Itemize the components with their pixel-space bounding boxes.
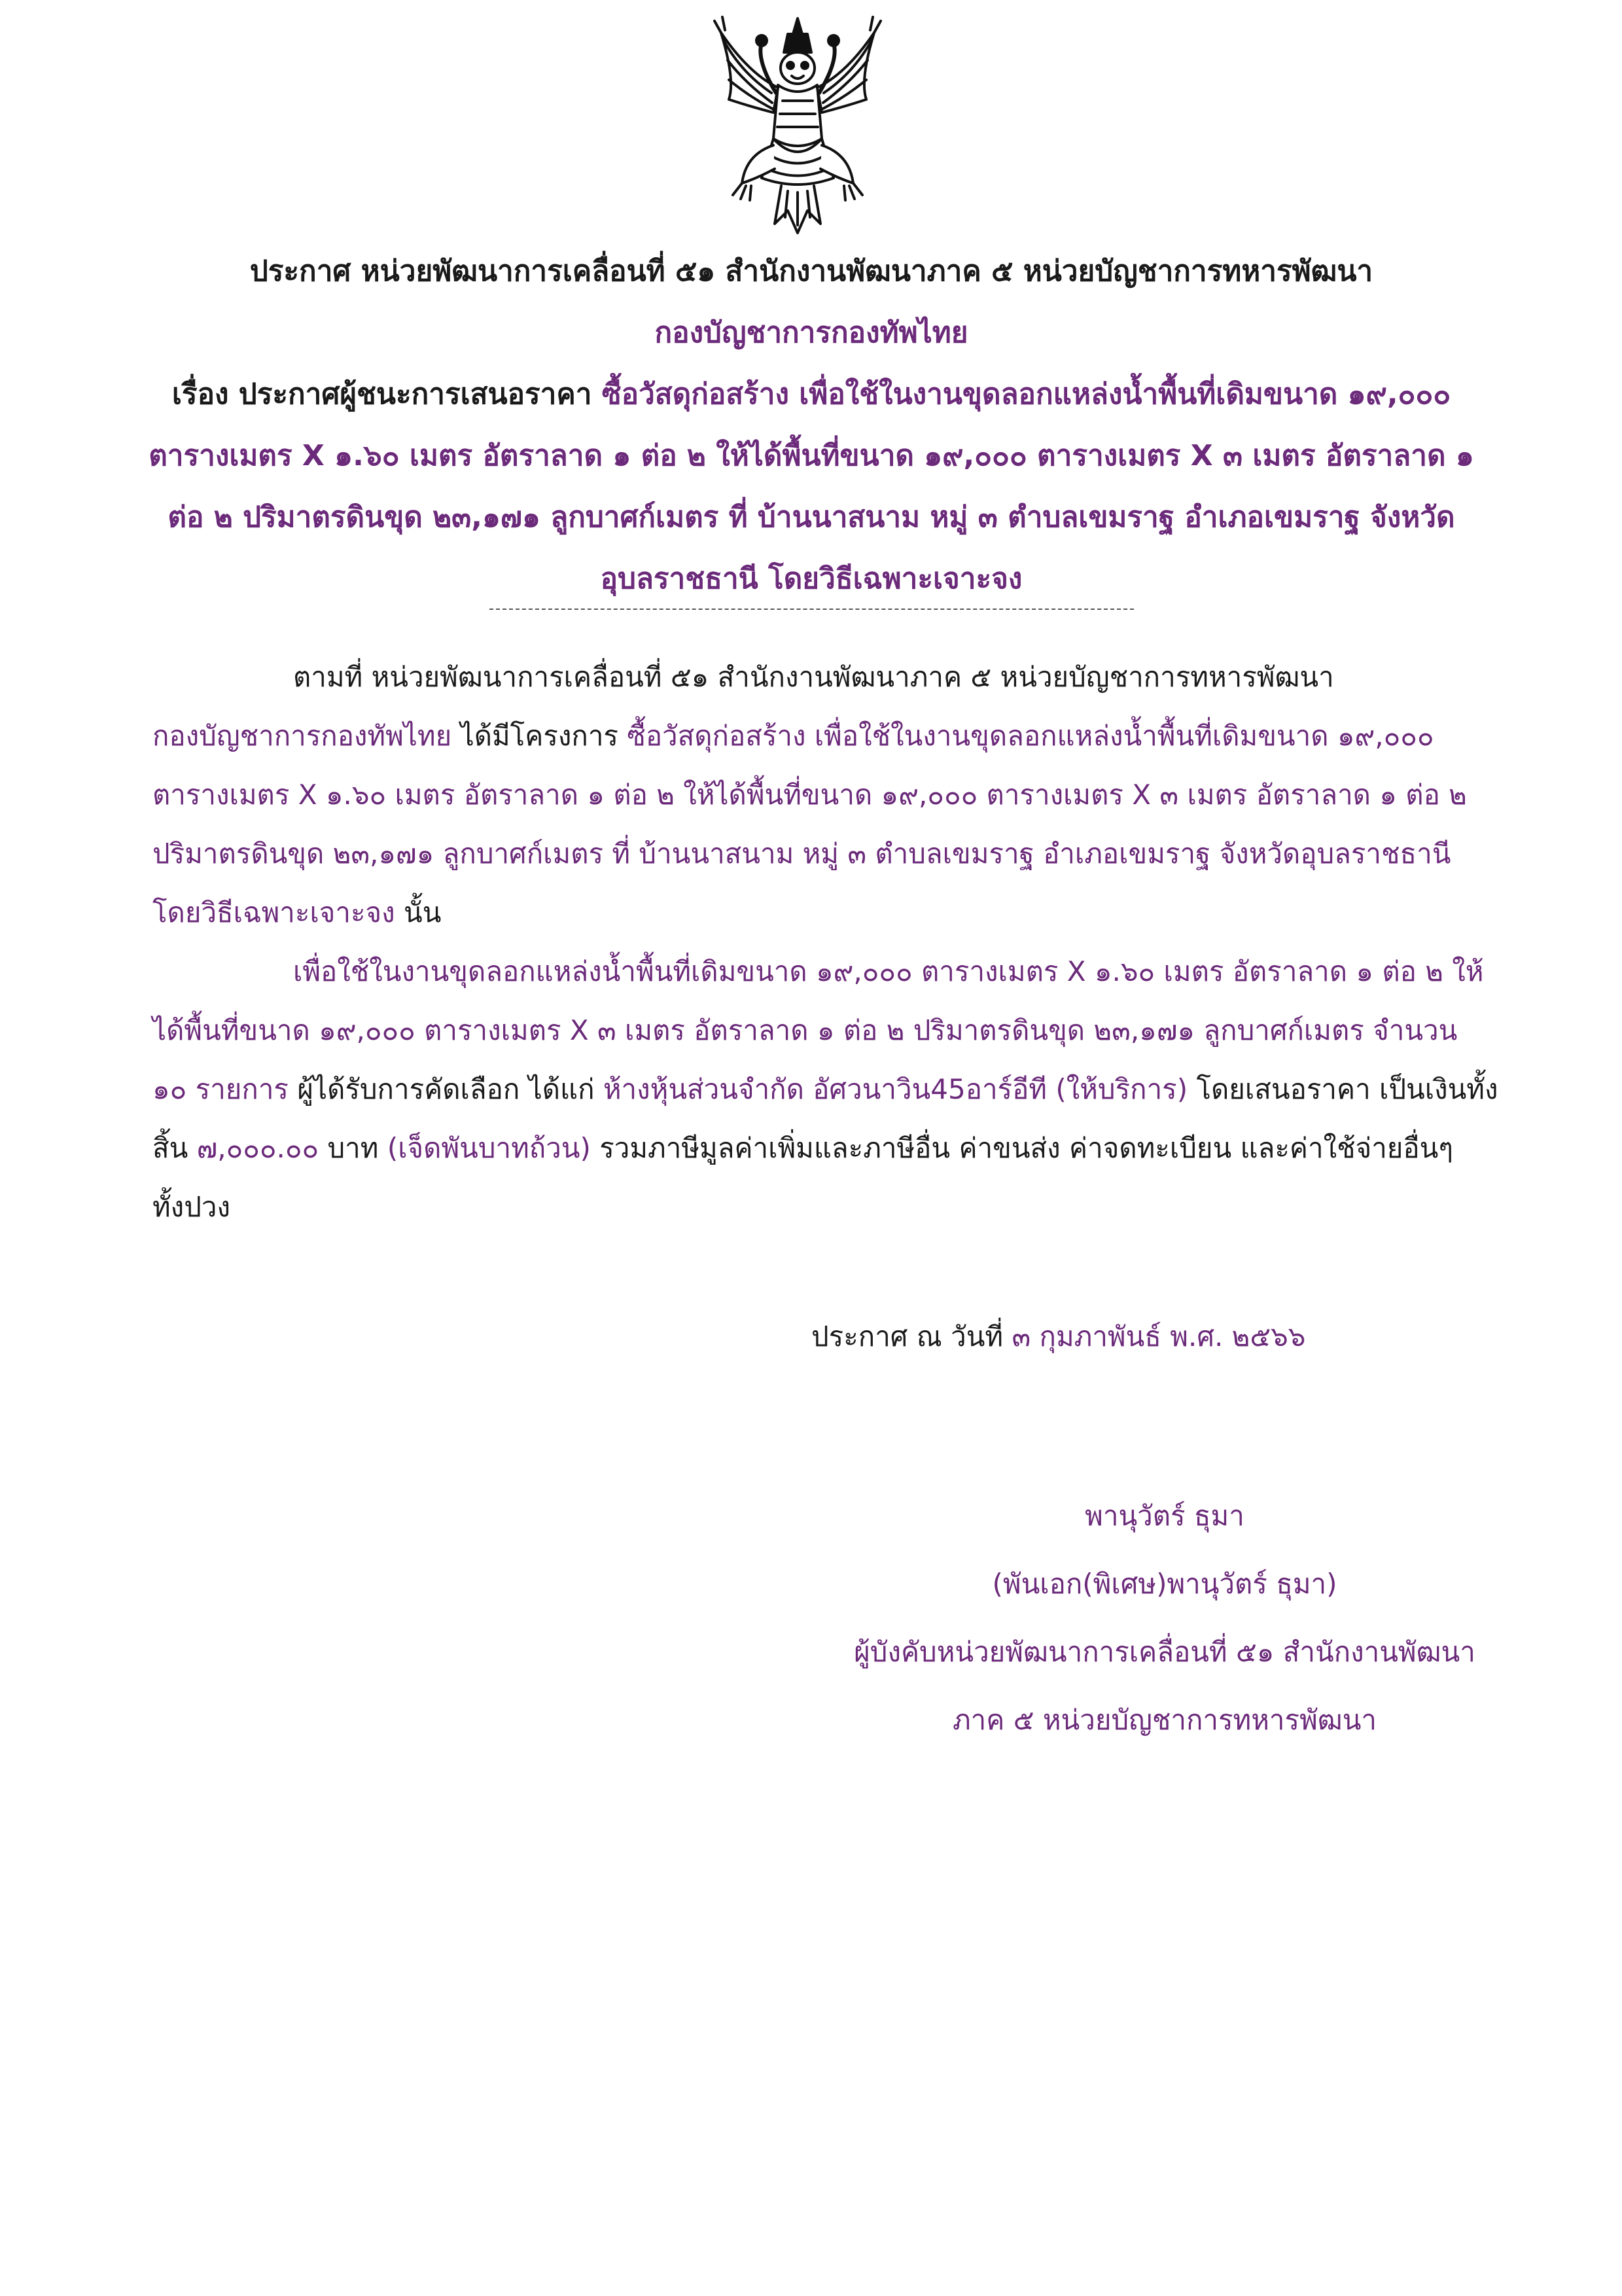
para2-amount-words: (เจ็ดพันบาทถ้วน) xyxy=(387,1132,591,1164)
para2-total-label: สิ้น xyxy=(152,1132,197,1164)
para2-tax-note: รวมภาษีมูลค่าเพิ่มและภาษีอื่น ค่าขนส่ง ค่าจดทะเบียน และค่าใช้จ่ายอื่นๆ xyxy=(590,1132,1453,1164)
para1-line-1: ตามที่ หน่วยพัฒนาการเคลื่อนที่ ๕๑ สำนักงานพัฒนาภาค ๕ หน่วยบัญชาการทหารพัฒนา xyxy=(293,661,1334,693)
para1-line-2 xyxy=(152,707,1487,766)
heading-line-2: กองบัญชาการกองทัพไทย xyxy=(654,316,968,349)
para1-line-3: ตารางเมตร X ๑.๖๐ เมตร อัตราลาด ๑ ต่อ ๒ ให้ได้พื้นที่ขนาด ๑๙,๐๐๐ ตารางเมตร X ๓ เมตร อัตราลาด ๑ ต่อ ๒ xyxy=(152,779,1467,811)
subject-line-1 xyxy=(105,364,1518,425)
para2-line-2: ได้พื้นที่ขนาด ๑๙,๐๐๐ ตารางเมตร X ๓ เมตร อัตราลาด ๑ ต่อ ๒ ปริมาตรดินขุด ๒๓,๑๗๑ ลูกบาศก์เมตร จำนวน xyxy=(152,1014,1458,1046)
para1-line-5 xyxy=(152,883,1487,942)
para1-end: นั้น xyxy=(395,896,442,928)
para1-org: กองบัญชาการกองทัพไทย xyxy=(152,720,452,752)
para2-line-1: เพื่อใช้ในงานขุดลอกแหล่งน้ำพื้นที่เดิมขนาด ๑๙,๐๐๐ ตารางเมตร X ๑.๖๐ เมตร อัตราลาด ๑ ต่อ ๒ ให้ xyxy=(293,955,1484,987)
signature-position-2: ภาค ๕ หน่วยบัญชาการทหารพัฒนา xyxy=(953,1704,1377,1736)
para2-winner-label: ผู้ได้รับการคัดเลือก ได้แก่ xyxy=(288,1073,603,1105)
para1-project: ซื้อวัสดุก่อสร้าง เพื่อใช้ในงานขุดลอกแหล่งน้ำพื้นที่เดิมขนาด ๑๙,๐๐๐ xyxy=(627,720,1434,752)
subject-prefix: เรื่อง ประกาศผู้ชนะการเสนอราคา xyxy=(171,378,602,411)
signature-full-name: (พันเอก(พิเศษ)พานุวัตร์ ธุมา) xyxy=(992,1568,1337,1600)
subject-text-1: ซื้อวัสดุก่อสร้าง เพื่อใช้ในงานขุดลอกแหล่งน้ำพื้นที่เดิมขนาด ๑๙,๐๐๐ xyxy=(601,378,1451,411)
subject-line-3: ต่อ ๒ ปริมาตรดินขุด ๒๓,๑๗๑ ลูกบาศก์เมตร ที่ บ้านนาสนาม หมู่ ๓ ตำบลเขมราฐ อำเภอเขมราฐ จังหวัด xyxy=(167,501,1455,534)
signature-position-1: ผู้บังคับหน่วยพัฒนาการเคลื่อนที่ ๕๑ สำนักงานพัฒนา xyxy=(854,1636,1475,1668)
subject-line-2: ตารางเมตร X ๑.๖๐ เมตร อัตราลาด ๑ ต่อ ๒ ให้ได้พื้นที่ขนาด ๑๙,๐๐๐ ตารางเมตร X ๓ เมตร อัตราลาด ๑ xyxy=(149,439,1474,472)
signature-name: พานุวัตร์ ธุมา xyxy=(1085,1500,1244,1532)
para2-amount: ๗,๐๐๐.๐๐ xyxy=(196,1132,319,1164)
para1-line-4: ปริมาตรดินขุด ๒๓,๑๗๑ ลูกบาศก์เมตร ที่ บ้านนาสนาม หมู่ ๓ ตำบลเขมราฐ อำเภอเขมราฐ จังหวัดอุบลราชธานี xyxy=(152,838,1451,870)
heading-line-1: ประกาศ หน่วยพัฒนาการเคลื่อนที่ ๕๑ สำนักงานพัฒนาภาค ๕ หน่วยบัญชาการทหารพัฒนา xyxy=(249,255,1373,288)
para2-line-3 xyxy=(152,1060,1498,1119)
para1-method: โดยวิธีเฉพาะเจาะจง xyxy=(152,896,395,928)
announcement-heading xyxy=(105,241,1518,610)
date-value: ๓ กุมภาพันธ์ พ.ศ. ๒๕๖๖ xyxy=(1012,1320,1306,1352)
paragraph-1 xyxy=(152,648,1487,942)
para2-line-5: ทั้งปวง xyxy=(152,1191,230,1223)
subject-line-4: อุบลราชธานี โดยวิธีเฉพาะเจาะจง xyxy=(600,562,1023,595)
para2-line-4 xyxy=(152,1119,1487,1178)
para2-price-label: โดยเสนอราคา เป็นเงินทั้ง xyxy=(1188,1073,1498,1105)
paragraph-2 xyxy=(152,942,1498,1237)
para2-currency: บาท xyxy=(319,1132,387,1164)
date-prefix: ประกาศ ณ วันที่ xyxy=(811,1320,1012,1352)
announcement-date xyxy=(811,1307,1305,1366)
para2-winner: ห้างหุ้นส่วนจำกัด อัศวนาวิน45อาร์อีที (ให้บริการ) xyxy=(603,1073,1188,1105)
garuda-emblem-icon xyxy=(709,14,886,237)
signature-block xyxy=(785,1482,1544,1754)
para1-project-label: ได้มีโครงการ xyxy=(451,720,627,752)
para2-item-count: ๑๐ รายการ xyxy=(152,1073,289,1105)
